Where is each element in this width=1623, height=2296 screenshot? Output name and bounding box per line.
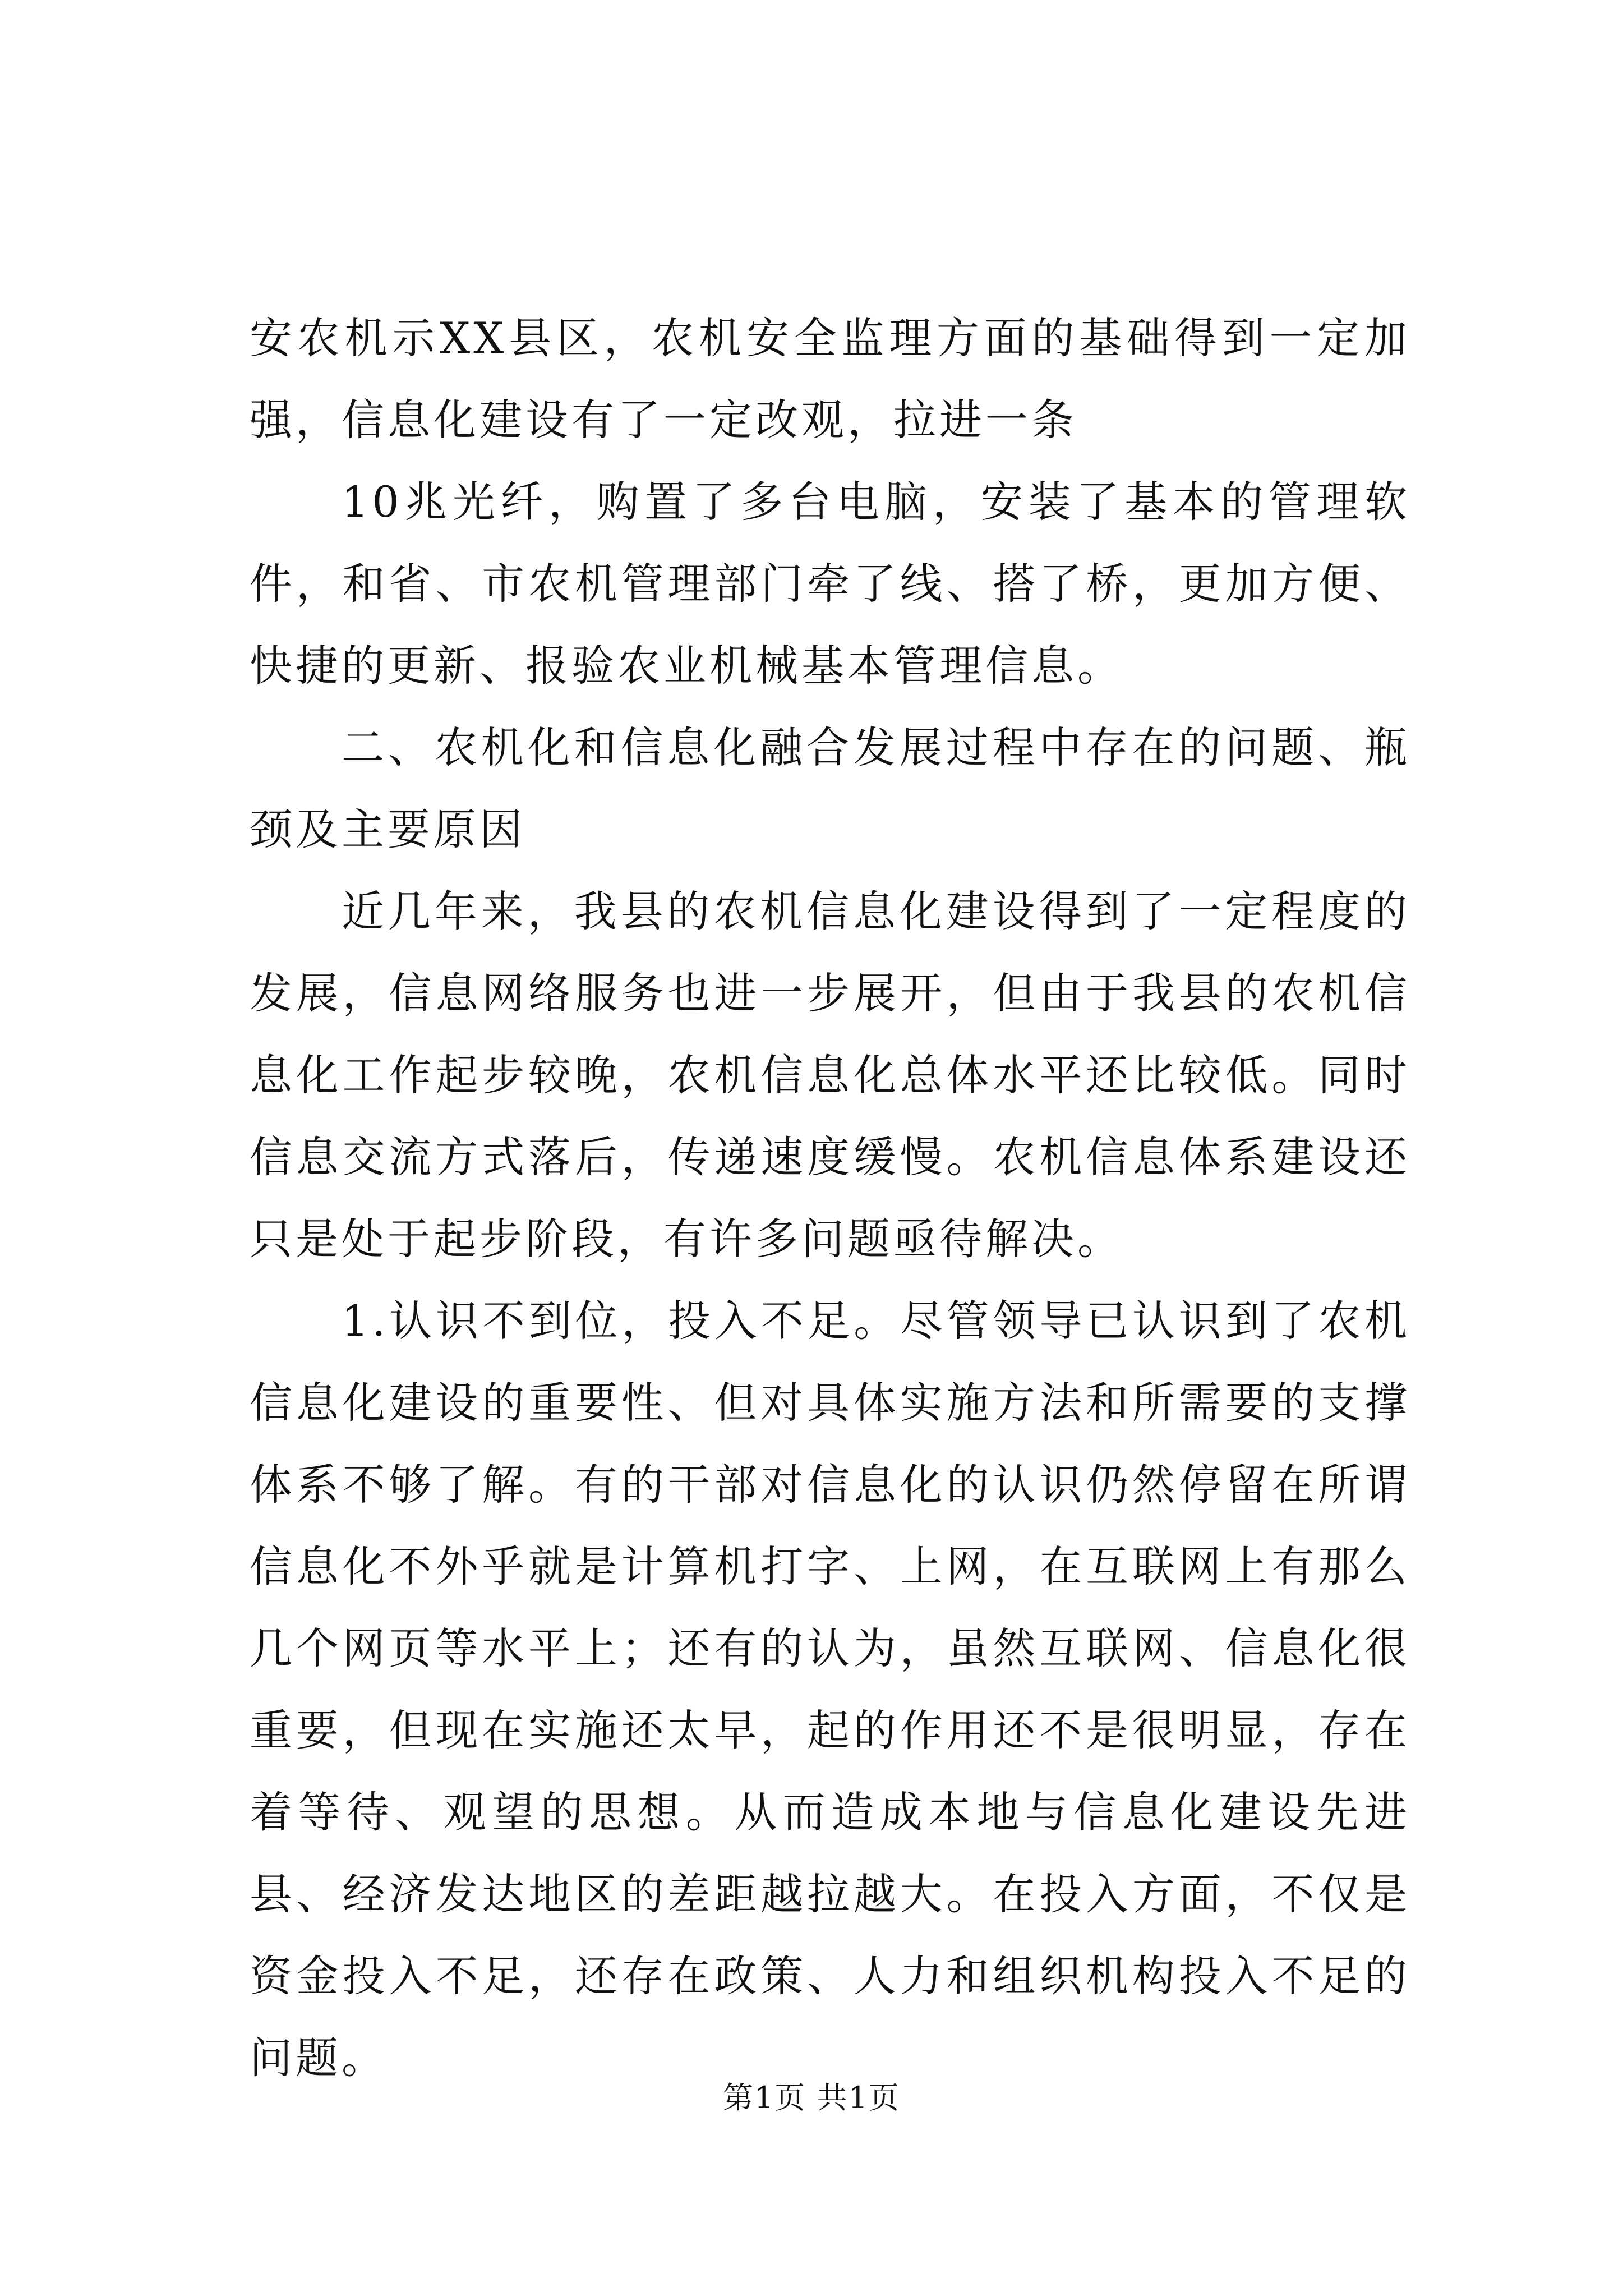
paragraph-item-1-awareness: 1.认识不到位，投入不足。尽管领导已认识到了农机信息化建设的重要性、但对具体实施方法和所需要的支撑体系不够了解。有的干部对信息化的认识仍然停留在所谓信息化不外乎就是计算机打字、上网，在互联网上有那么几个网页等水平上；还有的认为，虽然互联网、信息化很重要，但现在实施还太早，起的作用还不是很明显，存在着等待、观望的思想。从而造成本地与信息化建设先进县、经济发达地区的差距越拉越大。在投入方面，不仅是资金投入不足，还存在政策、人力和组织机构投入不足的问题。 xyxy=(250,1296,1410,2083)
paragraph-continuation: 安农机示XX县区，农机安全监理方面的基础得到一定加强，信息化建设有了一定改观，拉进一条 xyxy=(250,313,1410,445)
paragraph-fiber-network: 10兆光纤，购置了多台电脑，安装了基本的管理软件，和省、市农机管理部门牵了线、搭了桥，更加方便、快捷的更新、报验农业机械基本管理信息。 xyxy=(250,477,1410,691)
paragraph-recent-years: 近几年来，我县的农机信息化建设得到了一定程度的发展，信息网络服务也进一步展开，但由于我县的农机信息化工作起步较晚，农机信息化总体水平还比较低。同时信息交流方式落后，传递速度缓慢。农机信息体系建设还只是处于起步阶段，有许多问题亟待解决。 xyxy=(250,886,1410,1264)
section-heading-problems: 二、农机化和信息化融合发展过程中存在的问题、瓶颈及主要原因 xyxy=(250,723,1410,854)
document-body xyxy=(250,297,1410,2099)
page-footer: 第1页 共1页 xyxy=(723,2080,900,2115)
